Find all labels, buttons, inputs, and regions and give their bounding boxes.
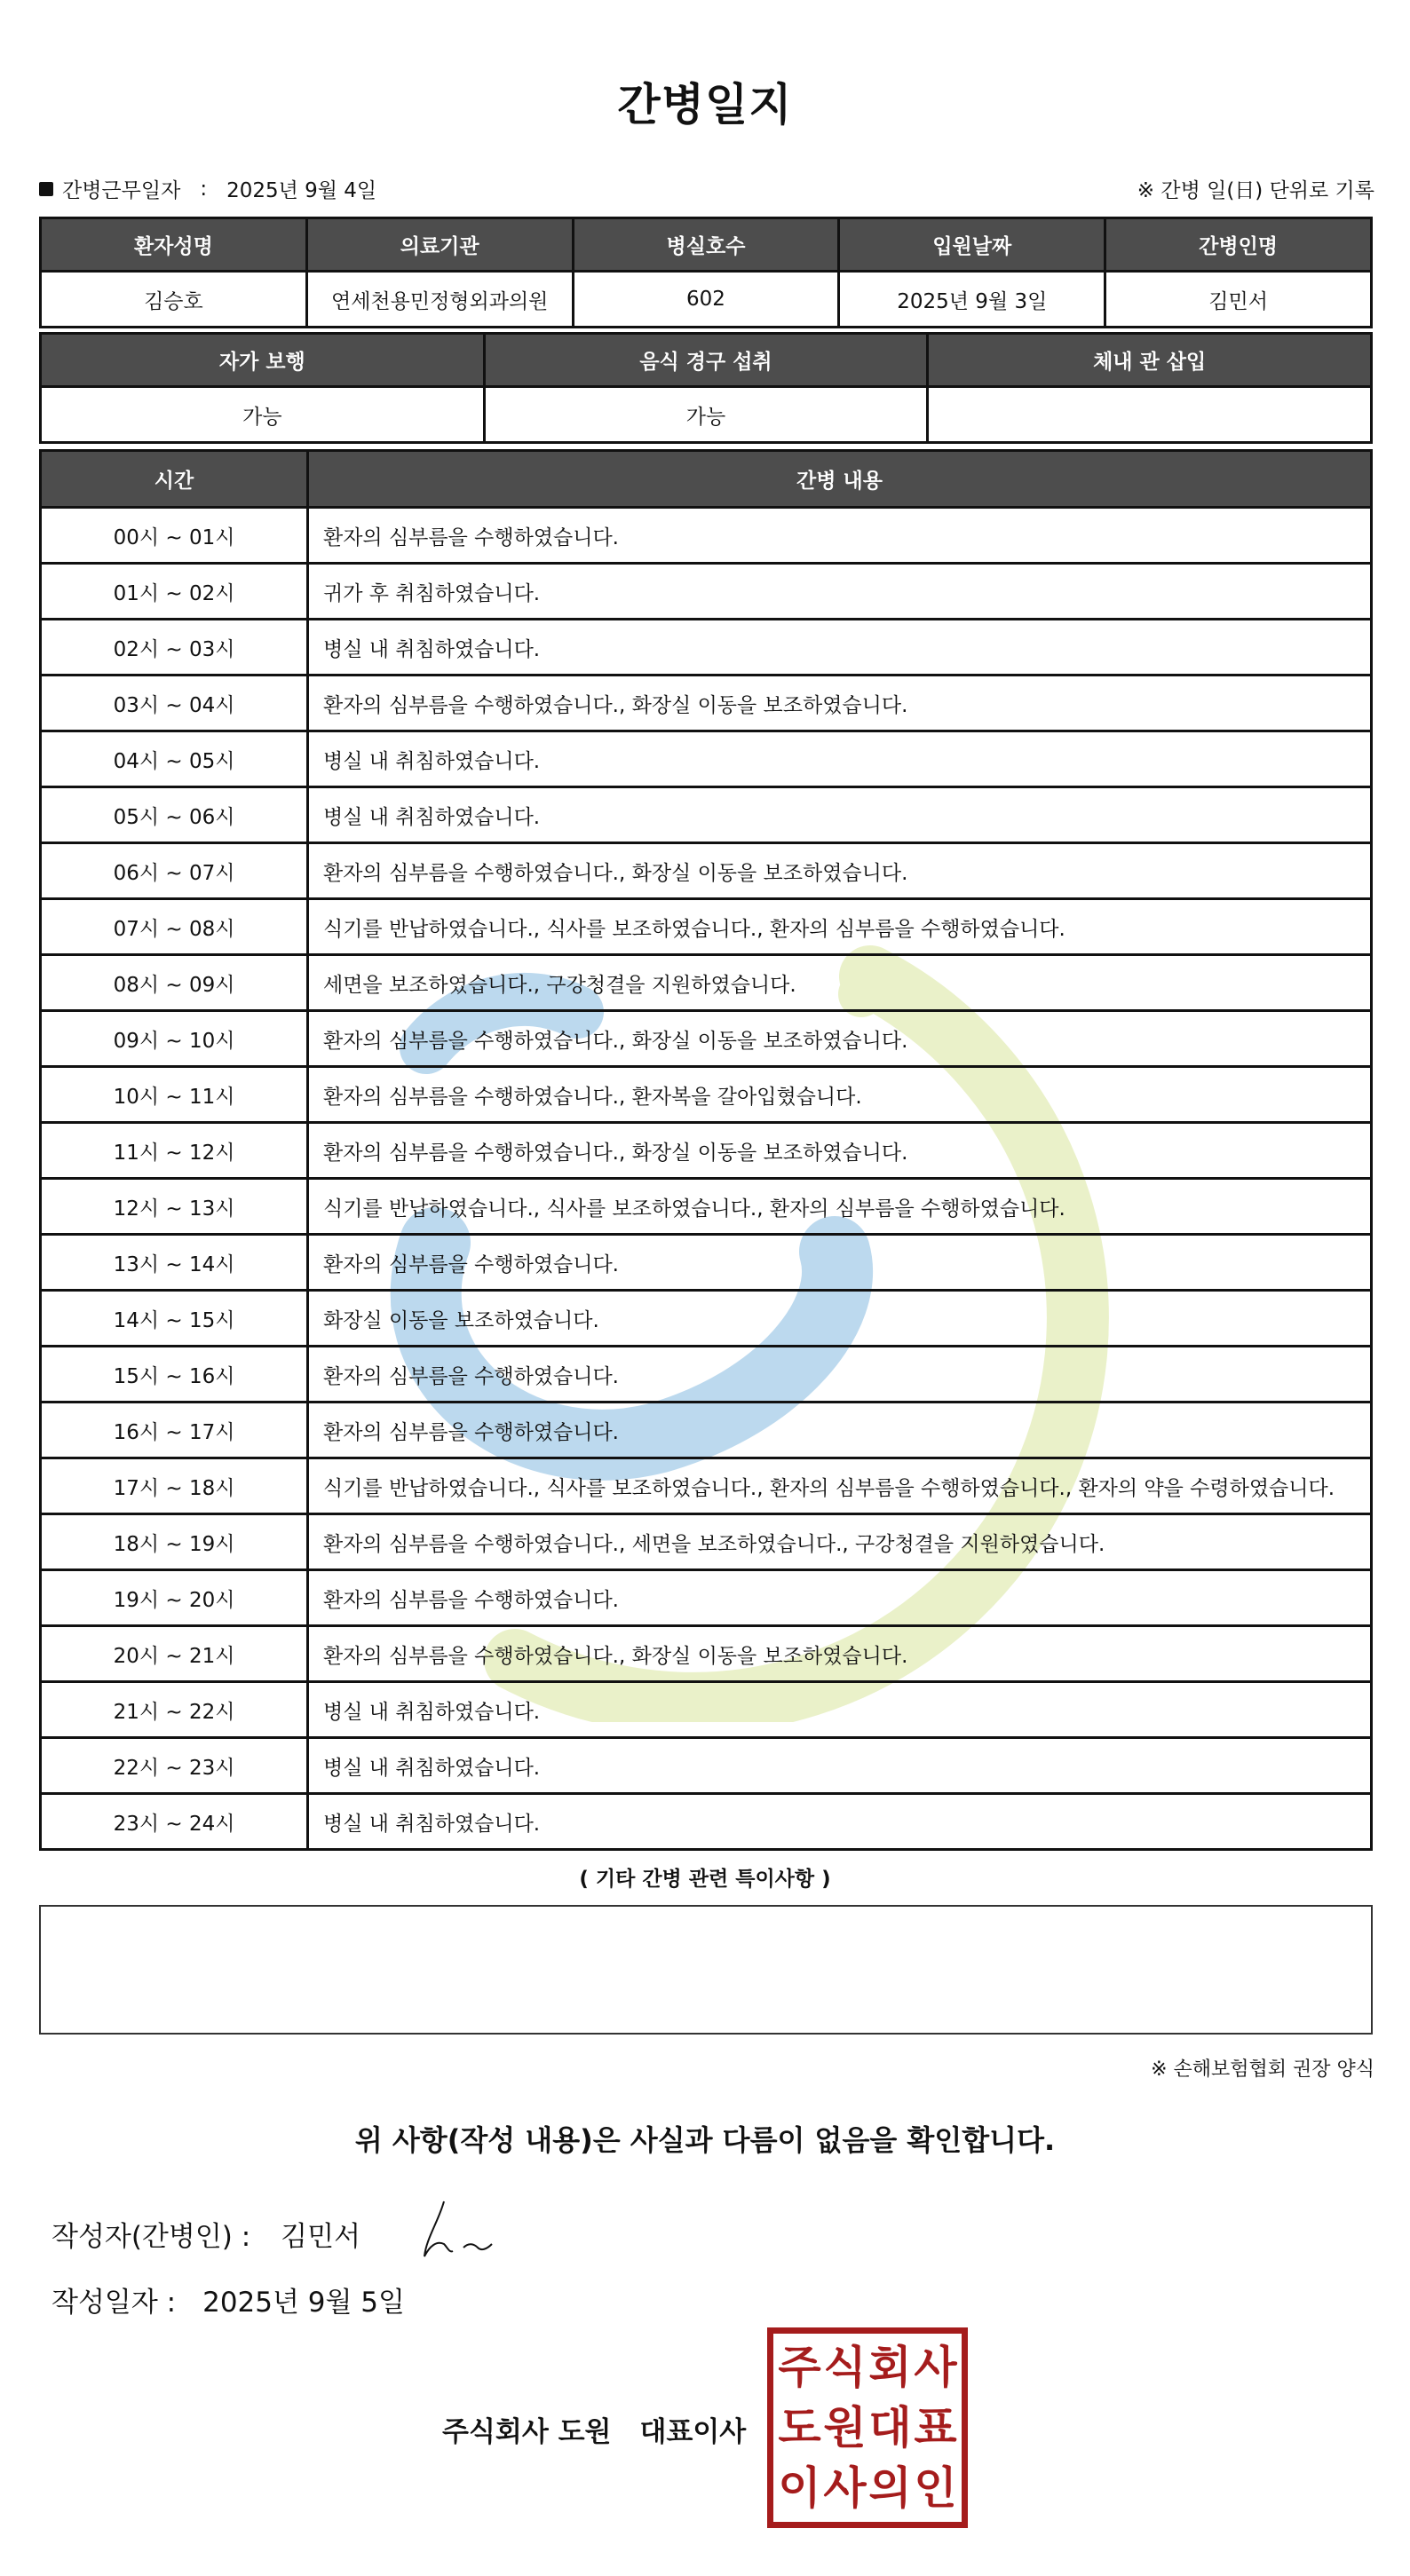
writer-label: 작성자(간병인) : bbox=[51, 2221, 251, 2253]
time-slot-cell: 21시 ~ 22시 bbox=[41, 1682, 308, 1738]
table-header: 입원날짜 bbox=[839, 218, 1105, 272]
time-slot-cell: 14시 ~ 15시 bbox=[41, 1291, 308, 1347]
confirmation-statement: 위 사항(작성 내용)은 사실과 다름이 없음을 확인합니다. bbox=[354, 2123, 1056, 2157]
table-row bbox=[41, 1626, 1372, 1682]
time-slot-cell: 02시 ~ 03시 bbox=[41, 620, 308, 676]
time-slot-cell: 22시 ~ 23시 bbox=[41, 1738, 308, 1794]
care-content-cell: 병실 내 취침하였습니다. bbox=[308, 620, 1372, 676]
time-slot-cell: 08시 ~ 09시 bbox=[41, 955, 308, 1011]
table-header: 자가 보행 bbox=[41, 334, 485, 387]
care-content-cell: 세면을 보조하였습니다., 구강청결을 지원하였습니다. bbox=[308, 955, 1372, 1011]
seal-character: 원 bbox=[823, 2402, 867, 2454]
care-content-cell: 환자의 심부름을 수행하였습니다., 화장실 이동을 보조하였습니다. bbox=[308, 1626, 1372, 1682]
table-header: 의료기관 bbox=[306, 218, 573, 272]
care-content-cell: 식기를 반납하였습니다., 식사를 보조하였습니다., 환자의 심부름을 수행하였습니다., 환자의 약을 수령하였습니다. bbox=[308, 1458, 1372, 1514]
remarks-box bbox=[39, 1905, 1373, 2035]
care-content-cell: 병실 내 취침하였습니다. bbox=[308, 787, 1372, 843]
care-content-cell: 환자의 심부름을 수행하였습니다., 화장실 이동을 보조하였습니다. bbox=[308, 676, 1372, 731]
company-signature-line bbox=[442, 2409, 746, 2449]
care-content-cell: 환자의 심부름을 수행하였습니다. bbox=[308, 1347, 1372, 1403]
seal-character: 사 bbox=[914, 2342, 957, 2393]
hospital-name: 연세천용민정형외과의원 bbox=[306, 272, 573, 328]
time-slot-cell: 06시 ~ 07시 bbox=[41, 843, 308, 899]
care-content-cell: 화장실 이동을 보조하였습니다. bbox=[308, 1291, 1372, 1347]
time-slot-cell: 07시 ~ 08시 bbox=[41, 899, 308, 955]
room-number: 602 bbox=[573, 272, 839, 328]
table-row bbox=[41, 731, 1372, 787]
seal-character: 사 bbox=[823, 2462, 867, 2514]
care-content-cell: 환자의 심부름을 수행하였습니다. bbox=[308, 1570, 1372, 1626]
table-header: 병실호수 bbox=[573, 218, 839, 272]
table-header: 간병 내용 bbox=[308, 451, 1372, 508]
table-header: 환자성명 bbox=[41, 218, 307, 272]
table-row bbox=[41, 1682, 1372, 1738]
table-header: 간병인명 bbox=[1105, 218, 1372, 272]
care-content-cell: 병실 내 취침하였습니다. bbox=[308, 731, 1372, 787]
table-header: 체내 관 삽입 bbox=[928, 334, 1372, 387]
table-row bbox=[41, 1403, 1372, 1458]
seal-character: 도 bbox=[778, 2402, 821, 2454]
table-row bbox=[41, 1291, 1372, 1347]
table-row bbox=[41, 508, 1372, 564]
table-row bbox=[41, 620, 1372, 676]
representative-title: 대표이사 bbox=[639, 2416, 747, 2448]
page-title: 간병일지 bbox=[617, 79, 793, 130]
time-slot-cell: 12시 ~ 13시 bbox=[41, 1179, 308, 1235]
company-name: 주식회사 도원 bbox=[442, 2416, 612, 2448]
caregiver-name: 김민서 bbox=[1105, 272, 1372, 328]
care-content-cell: 환자의 심부름을 수행하였습니다. bbox=[308, 1403, 1372, 1458]
care-content-cell: 환자의 심부름을 수행하였습니다., 환자복을 갈아입혔습니다. bbox=[308, 1067, 1372, 1123]
time-slot-cell: 11시 ~ 12시 bbox=[41, 1123, 308, 1179]
table-row bbox=[41, 1235, 1372, 1291]
oral-intake-value: 가능 bbox=[484, 387, 928, 443]
seal-character: 인 bbox=[914, 2462, 957, 2514]
time-slot-cell: 04시 ~ 05시 bbox=[41, 731, 308, 787]
tube-insertion-value bbox=[928, 387, 1372, 443]
table-row bbox=[41, 1794, 1372, 1850]
table-row bbox=[41, 1347, 1372, 1403]
time-slot-cell: 03시 ~ 04시 bbox=[41, 676, 308, 731]
time-slot-cell: 16시 ~ 17시 bbox=[41, 1403, 308, 1458]
table-row bbox=[41, 955, 1372, 1011]
table-row bbox=[41, 1123, 1372, 1179]
time-slot-cell: 19시 ~ 20시 bbox=[41, 1570, 308, 1626]
write-date-label: 작성일자 : bbox=[51, 2287, 177, 2319]
bullet-square-icon bbox=[39, 182, 53, 196]
handwritten-signature bbox=[417, 2194, 515, 2265]
table-row bbox=[41, 1011, 1372, 1067]
care-content-cell: 환자의 심부름을 수행하였습니다. bbox=[308, 1235, 1372, 1291]
time-slot-cell: 23시 ~ 24시 bbox=[41, 1794, 308, 1850]
care-content-cell: 환자의 심부름을 수행하였습니다. bbox=[308, 508, 1372, 564]
writer-line bbox=[51, 2214, 360, 2254]
patient-name: 김승호 bbox=[41, 272, 307, 328]
care-content-cell: 환자의 심부름을 수행하였습니다., 화장실 이동을 보조하였습니다. bbox=[308, 1123, 1372, 1179]
time-slot-cell: 05시 ~ 06시 bbox=[41, 787, 308, 843]
seal-character: 의 bbox=[868, 2462, 912, 2514]
patient-info-table bbox=[39, 217, 1373, 328]
table-header: 시간 bbox=[41, 451, 308, 508]
seal-character: 표 bbox=[914, 2402, 957, 2454]
time-slot-cell: 01시 ~ 02시 bbox=[41, 564, 308, 620]
work-date bbox=[39, 174, 376, 203]
self-walking-value: 가능 bbox=[41, 387, 485, 443]
time-slot-cell: 10시 ~ 11시 bbox=[41, 1067, 308, 1123]
daily-record-note: ※ 간병 일(日) 단위로 기록 bbox=[1137, 179, 1374, 202]
table-row bbox=[41, 1458, 1372, 1514]
form-source-note: ※ 손해보험협회 권장 양식 bbox=[1151, 2058, 1374, 2081]
table-row bbox=[41, 787, 1372, 843]
seal-character: 회 bbox=[868, 2342, 912, 2393]
time-slot-cell: 00시 ~ 01시 bbox=[41, 508, 308, 564]
admission-date: 2025년 9월 3일 bbox=[839, 272, 1105, 328]
table-header: 음식 경구 섭취 bbox=[484, 334, 928, 387]
write-date-line bbox=[51, 2280, 405, 2319]
time-slot-cell: 13시 ~ 14시 bbox=[41, 1235, 308, 1291]
care-content-cell: 환자의 심부름을 수행하였습니다., 화장실 이동을 보조하였습니다. bbox=[308, 843, 1372, 899]
care-log-table bbox=[39, 449, 1373, 1851]
company-seal-stamp bbox=[767, 2327, 968, 2528]
work-date-label: 간병근무일자 bbox=[62, 179, 181, 202]
table-row bbox=[41, 564, 1372, 620]
table-row bbox=[41, 676, 1372, 731]
seal-character: 대 bbox=[868, 2402, 912, 2454]
work-date-separator: : bbox=[200, 177, 208, 201]
care-content-cell: 병실 내 취침하였습니다. bbox=[308, 1682, 1372, 1738]
seal-character: 식 bbox=[823, 2342, 867, 2393]
writer-name: 김민서 bbox=[281, 2221, 361, 2253]
patient-status-table bbox=[39, 332, 1373, 444]
table-row bbox=[41, 1179, 1372, 1235]
table-row bbox=[41, 1738, 1372, 1794]
time-slot-cell: 20시 ~ 21시 bbox=[41, 1626, 308, 1682]
care-content-cell: 귀가 후 취침하였습니다. bbox=[308, 564, 1372, 620]
care-content-cell: 병실 내 취침하였습니다. bbox=[308, 1738, 1372, 1794]
seal-character: 이 bbox=[778, 2462, 821, 2514]
table-row bbox=[41, 1067, 1372, 1123]
table-row bbox=[41, 843, 1372, 899]
seal-character: 주 bbox=[778, 2342, 821, 2393]
care-content-cell: 환자의 심부름을 수행하였습니다., 화장실 이동을 보조하였습니다. bbox=[308, 1011, 1372, 1067]
work-date-value: 2025년 9월 4일 bbox=[226, 179, 377, 202]
time-slot-cell: 15시 ~ 16시 bbox=[41, 1347, 308, 1403]
care-content-cell: 병실 내 취침하였습니다. bbox=[308, 1794, 1372, 1850]
care-content-cell: 환자의 심부름을 수행하였습니다., 세면을 보조하였습니다., 구강청결을 지원하였습니다. bbox=[308, 1514, 1372, 1570]
table-row bbox=[41, 899, 1372, 955]
time-slot-cell: 17시 ~ 18시 bbox=[41, 1458, 308, 1514]
time-slot-cell: 18시 ~ 19시 bbox=[41, 1514, 308, 1570]
remarks-title: ( 기타 간병 관련 특이사항 ) bbox=[579, 1868, 831, 1891]
care-content-cell: 식기를 반납하였습니다., 식사를 보조하였습니다., 환자의 심부름을 수행하였습니다. bbox=[308, 1179, 1372, 1235]
table-row bbox=[41, 1514, 1372, 1570]
time-slot-cell: 09시 ~ 10시 bbox=[41, 1011, 308, 1067]
table-row bbox=[41, 1570, 1372, 1626]
write-date-value: 2025년 9월 5일 bbox=[202, 2287, 405, 2319]
care-content-cell: 식기를 반납하였습니다., 식사를 보조하였습니다., 환자의 심부름을 수행하였습니다. bbox=[308, 899, 1372, 955]
